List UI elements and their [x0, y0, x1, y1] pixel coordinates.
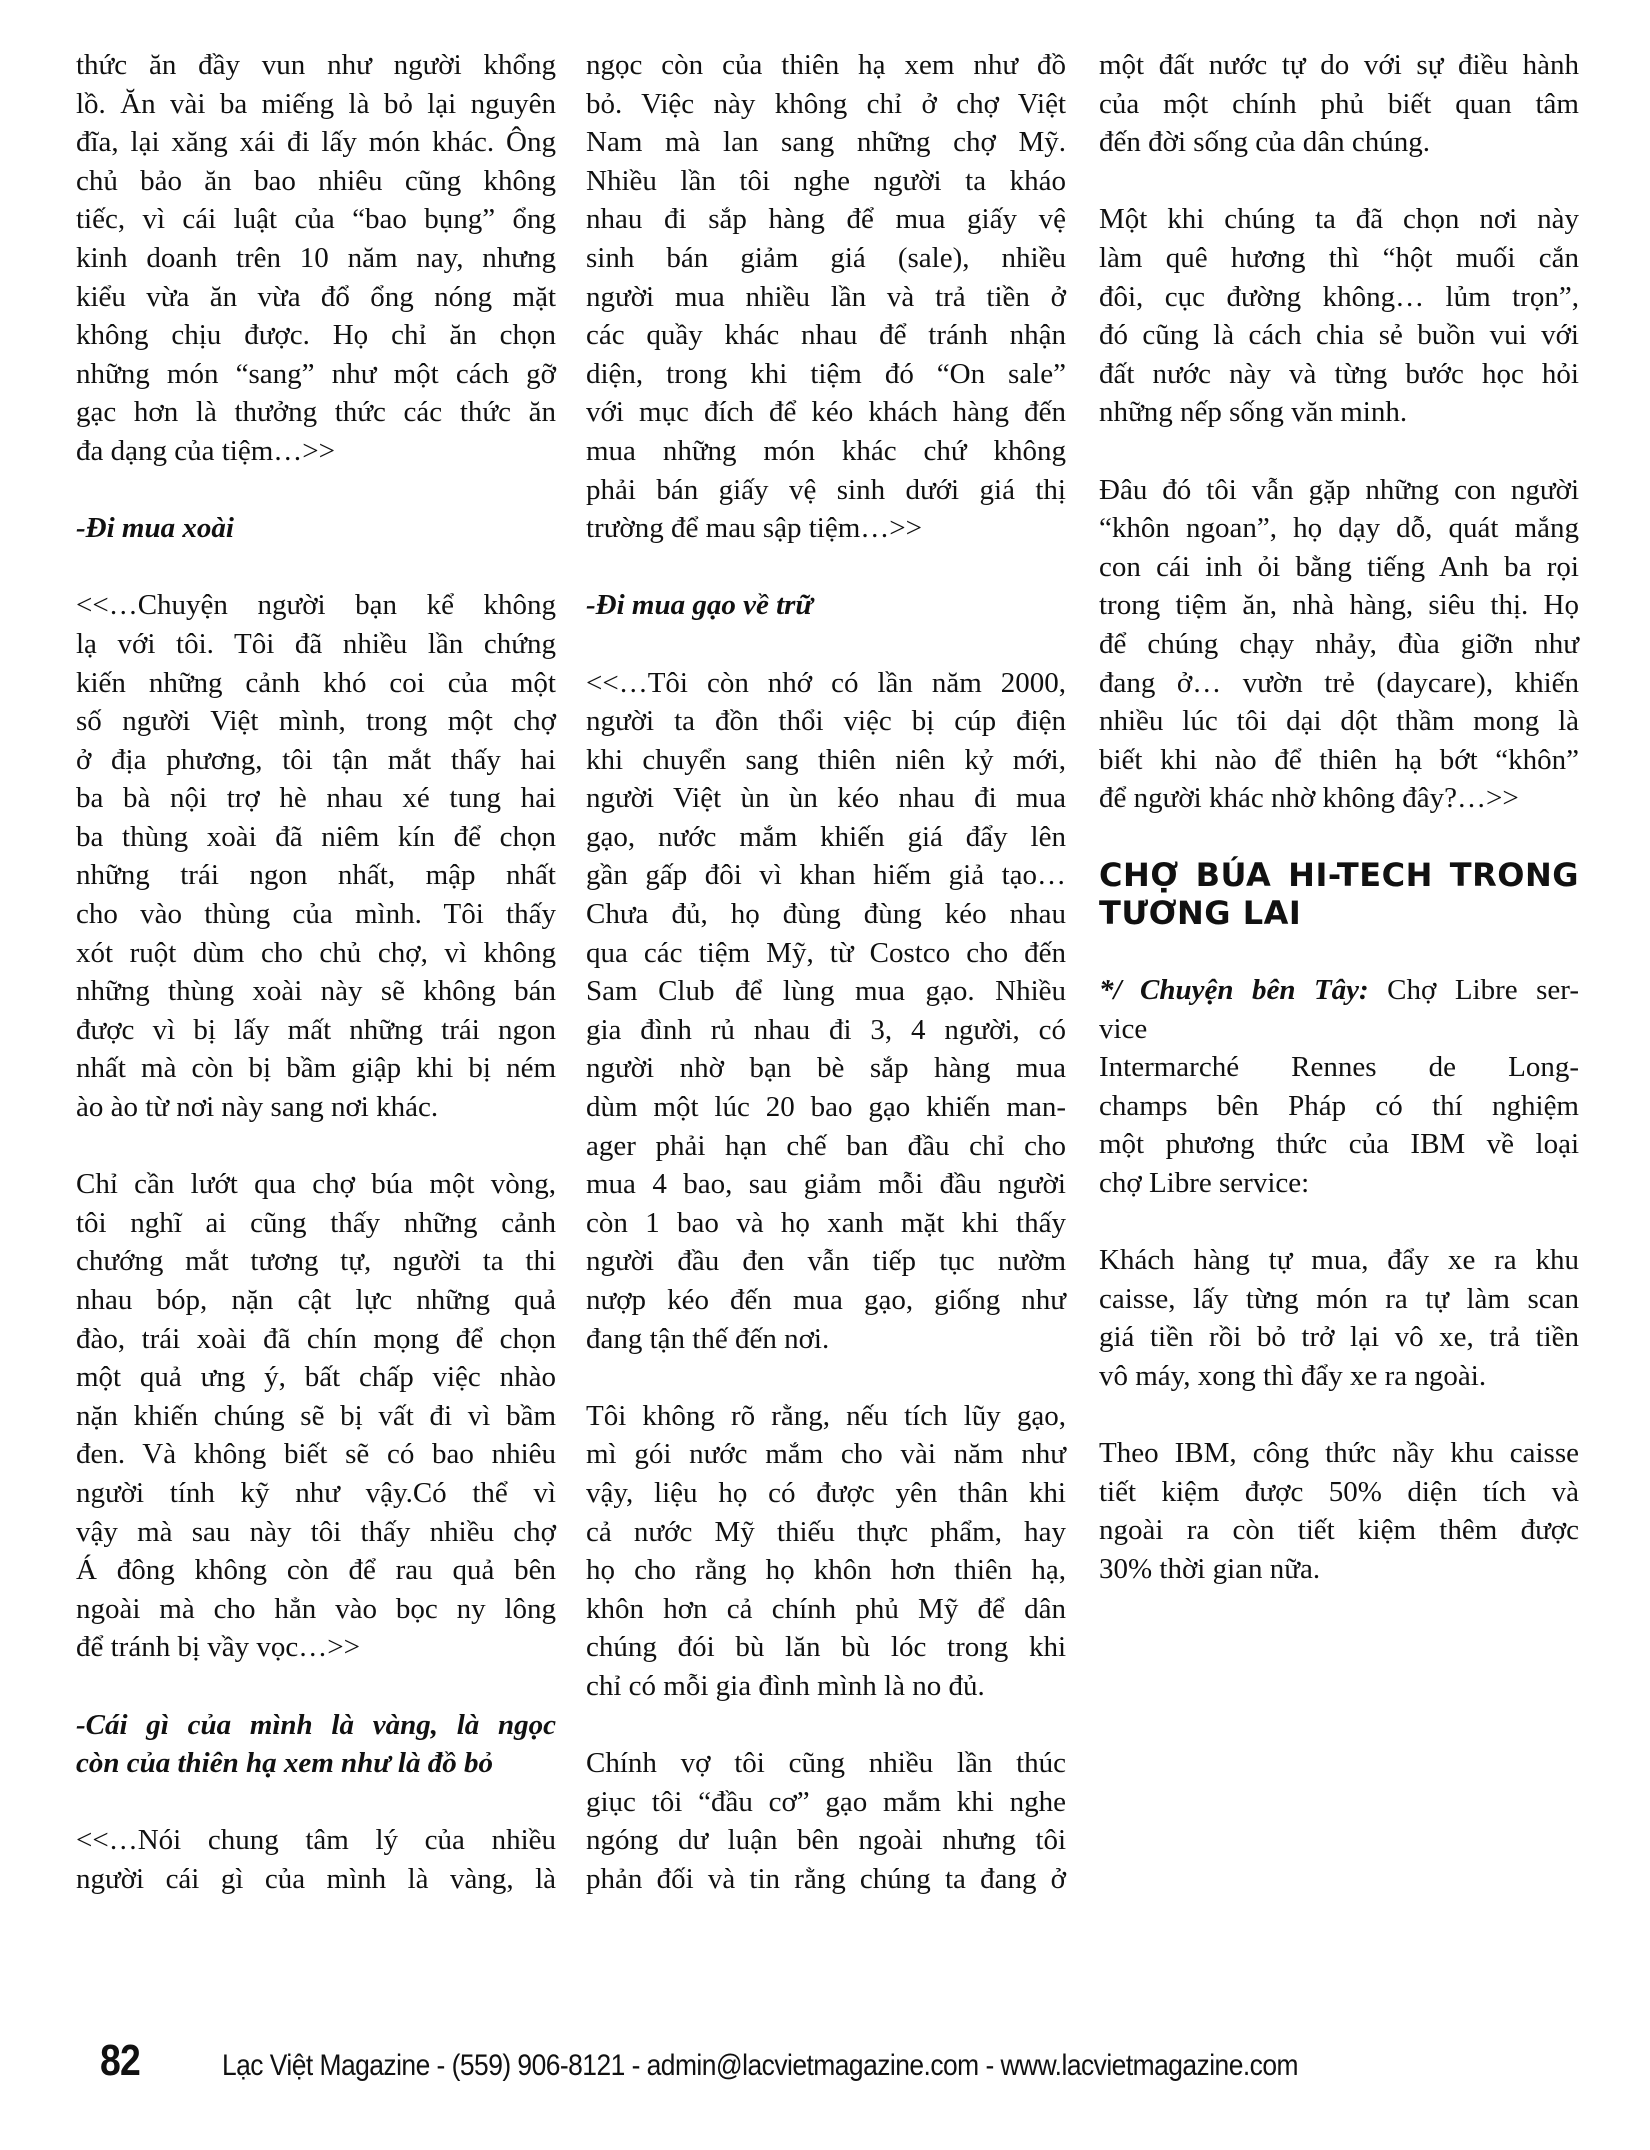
text-line: mua 4 bao, sau giảm mỗi đầu người — [586, 1168, 1066, 1201]
text-line: tôi nghĩ ai cũng thấy những cảnh — [76, 1206, 556, 1239]
text-line: một quả ưng ý, bất chấp việc nhào — [76, 1361, 556, 1394]
text-line: khi chuyển sang thiên niên kỷ mới, — [586, 743, 1066, 776]
text-line: người ta đồn thổi việc bị cúp điện — [586, 705, 1066, 738]
text-line: cho vào thùng của mình. Tôi thấy — [76, 898, 556, 931]
intro-paragraph — [1099, 971, 1579, 1203]
paragraph — [76, 1821, 556, 1898]
text-line: xót ruột dùm cho chủ chợ, vì không — [76, 936, 556, 969]
text-line: chướng mắt tương tự, người ta thi — [76, 1245, 556, 1278]
text-line: cả nước Mỹ thiếu thực phẩm, hay — [586, 1515, 1066, 1548]
text-line: nặn khiến chúng sẽ bị vất đi vì bầm — [76, 1399, 556, 1432]
text-line: vô máy, xong thì đẩy xe ra ngoài. — [1099, 1360, 1487, 1392]
text-line: ở địa phương, tôi tận mắt thấy hai — [76, 743, 556, 776]
paragraph-spacer — [1099, 432, 1579, 471]
text-line: ngọc còn của thiên hạ xem như đồ — [586, 49, 1066, 81]
text-line: Sam Club để lùng mua gạo. Nhiều — [586, 975, 1066, 1008]
text-line: vậy, liệu họ có được yên thân khi — [586, 1476, 1066, 1509]
text-line: người đầu đen vẫn tiếp tục nườm — [586, 1245, 1066, 1278]
text-line: số người Việt mình, trong một chợ — [76, 705, 556, 738]
paragraph — [586, 1397, 1066, 1706]
paragraph — [1099, 1434, 1579, 1588]
text-line: đó cũng là cách chia sẻ buồn vui với — [1099, 319, 1579, 352]
text-line: mì gói nước mắm cho vài năm như — [586, 1438, 1066, 1471]
text-line: qua các tiệm Mỹ, từ Costco cho đến — [586, 936, 1066, 969]
text-line: -Đi mua xoài — [76, 512, 234, 545]
text-line: Á đông không còn để rau quả bên — [76, 1554, 556, 1587]
text-line: người Việt ùn ùn kéo nhau đi mua — [586, 782, 1066, 815]
paragraph — [1099, 46, 1579, 162]
text-line: đang ở… vườn trẻ (daycare), khiến — [1099, 666, 1579, 699]
text-line: người cái gì của mình là vàng, là — [76, 1862, 556, 1895]
paragraph — [76, 1165, 556, 1667]
subsection-heading — [76, 509, 556, 548]
text-line: đất nước này và từng bước học hỏi — [1099, 357, 1579, 390]
lead-label: */ Chuyện bên Tây: — [1099, 974, 1369, 1007]
text-line: được vì bị lấy mất những trái ngon — [76, 1013, 556, 1046]
text-line: gạc hơn là thưởng thức các thức ăn — [76, 396, 556, 429]
text-line: đen. Và không biết sẽ có bao nhiêu — [76, 1438, 556, 1471]
text-line: ào ào từ nơi này sang nơi khác. — [76, 1091, 439, 1124]
text-line: gia đình rủ nhau đi 3, 4 người, có — [586, 1013, 1066, 1046]
text-line: caisse, lấy từng món ra tự làm scan — [1099, 1282, 1579, 1315]
text-line: <<…Chuyện người bạn kể không — [76, 589, 556, 622]
text-line: đa dạng của tiệm…>> — [76, 434, 335, 467]
text-line: trong tiệm ăn, nhà hàng, siêu thị. Họ — [1099, 589, 1579, 622]
text-line: vice — [1099, 1012, 1148, 1045]
text-line: Intermarché Rennes de Long- — [1099, 1051, 1579, 1084]
text-line: phản đối và tin rằng chúng ta đang ở — [586, 1862, 1066, 1895]
text-line: -Đi mua gạo về trữ — [586, 589, 813, 622]
section-heading — [1099, 856, 1579, 932]
text-line: những món “sang” như một cách gỡ — [76, 357, 556, 390]
text-line: Tôi không rõ rằng, nếu tích lũy gạo, — [586, 1399, 1066, 1432]
page-number: 82 — [100, 2036, 140, 2085]
footer-contact: Lạc Việt Magazine - (559) 906-8121 - admin@lacvietmagazine.com - www.lacvietmagazine.com — [222, 2049, 1298, 2082]
text-line: đĩa, lại xăng xái đi lấy món khác. Ông — [76, 126, 556, 159]
text-line: diện, trong khi tiệm đó “On sale” — [586, 357, 1066, 390]
text-line: -Cái gì của mình là vàng, là ngọc — [76, 1708, 556, 1741]
paragraph — [1099, 1241, 1579, 1395]
paragraph-spacer — [76, 471, 556, 510]
text-line: bỏ. Việc này không chỉ ở chợ Việt — [586, 87, 1066, 120]
paragraph — [586, 664, 1066, 1359]
text-line: gần gấp đôi vì khan hiếm giả tạo… — [586, 859, 1066, 892]
paragraph — [586, 46, 1066, 548]
text-line: những nếp sống văn minh. — [1099, 396, 1408, 429]
subsection-heading — [586, 586, 1066, 625]
paragraph-spacer — [586, 1706, 1066, 1745]
text-line: chợ Libre service: — [1099, 1167, 1310, 1200]
text-line: con cái inh ỏi bằng tiếng Anh ba rọi — [1099, 550, 1579, 583]
paragraph-spacer — [586, 1358, 1066, 1397]
paragraph-spacer — [76, 1783, 556, 1822]
paragraph-spacer — [1099, 1396, 1579, 1435]
text-line: Khách hàng tự mua, đẩy xe ra khu — [1099, 1244, 1579, 1277]
lead-text: Chợ Libre ser- — [1368, 974, 1579, 1007]
text-line: người mua nhiều lần và trả tiền ở — [586, 280, 1066, 313]
text-line: chỉ có mỗi gia đình mình là no đủ. — [586, 1669, 985, 1702]
paragraph-spacer — [1099, 162, 1579, 201]
text-line: còn của thiên hạ xem như là đồ bỏ — [76, 1747, 493, 1780]
text-line: trường để mau sập tiệm…>> — [586, 512, 922, 545]
text-line: phải bán giấy vệ sinh dưới giá thị — [586, 473, 1066, 506]
text-line: nhau bóp, nặn cật lực những quả — [76, 1284, 556, 1316]
text-line: 30% thời gian nữa. — [1099, 1552, 1321, 1585]
page-footer — [100, 2036, 1445, 2096]
paragraph-spacer — [76, 1127, 556, 1166]
text-line: <<…Tôi còn nhớ có lần năm 2000, — [586, 666, 1066, 699]
text-line: TƯƠNG LAI — [1099, 894, 1302, 933]
text-line: nượp kéo đến mua gạo, giống như — [586, 1284, 1066, 1316]
text-line: Nhiều lần tôi nghe người ta kháo — [586, 164, 1066, 197]
text-line: những thùng xoài này sẽ không bán — [76, 975, 556, 1008]
text-line: <<…Nói chung tâm lý của nhiều — [76, 1824, 556, 1857]
text-line: Đâu đó tôi vẫn gặp những con người — [1099, 473, 1579, 506]
text-line: lồ. Ăn vài ba miếng là bỏ lại nguyên — [76, 87, 556, 120]
text-line: một phương thức của IBM về loại — [1099, 1128, 1579, 1161]
text-line: champs bên Pháp có thí nghiệm — [1099, 1089, 1579, 1122]
text-line: để chúng chạy nhảy, đùa giỡn như — [1099, 627, 1579, 660]
paragraph-spacer — [1099, 818, 1579, 857]
text-line: nhất mà còn bị bầm giập khi bị ném — [76, 1052, 556, 1085]
text-line: của một chính phủ biết quan tâm — [1099, 87, 1579, 120]
text-line: người tính kỹ như vậy.Có thể vì — [76, 1476, 556, 1509]
text-line: để tránh bị vầy vọc…>> — [76, 1631, 360, 1664]
text-line: giá tiền rồi bỏ trở lại vô xe, trả tiền — [1099, 1321, 1579, 1354]
text-line: tiết kiệm được 50% diện tích và — [1099, 1475, 1579, 1508]
text-line: ngoài ra còn tiết kiệm thêm được — [1099, 1514, 1579, 1547]
paragraph — [76, 586, 556, 1126]
text-line: sinh bán giảm giá (sale), nhiều — [586, 241, 1066, 274]
text-line: gạo, nước mắm khiến giá đẩy lên — [586, 820, 1066, 853]
text-line: mua những món khác chứ không — [586, 434, 1066, 467]
text-line: không chịu được. Họ chỉ ăn chọn — [76, 319, 556, 352]
text-line: kiến những cảnh khó coi của một — [76, 666, 556, 699]
text-line: Chỉ cần lướt qua chợ búa một vòng, — [76, 1168, 556, 1201]
text-line: người nhờ bạn bè sắp hàng mua — [586, 1052, 1066, 1085]
text-line: giục tôi “đầu cơ” gạo mắm khi nghe — [586, 1785, 1066, 1818]
text-line: Chưa đủ, họ đùng đùng kéo nhau — [586, 898, 1066, 931]
text-line: Nam mà lan sang những chợ Mỹ. — [586, 126, 1066, 159]
subsection-heading — [76, 1706, 556, 1783]
paragraph — [1099, 200, 1579, 432]
text-line: những trái ngon nhất, mập nhất — [76, 859, 556, 892]
text-line: chúng đói bù lăn bù lóc trong khi — [586, 1631, 1066, 1664]
text-line: dùm một lúc 20 bao gạo khiến man- — [586, 1091, 1066, 1124]
text-line: thức ăn đầy vun như người khổng — [76, 49, 556, 81]
paragraph — [1099, 471, 1579, 818]
text-line: ba thùng xoài đã niêm kín để chọn — [76, 820, 556, 853]
text-line: Chính vợ tôi cũng nhiều lần thúc — [586, 1747, 1066, 1780]
paragraph-spacer — [586, 548, 1066, 587]
text-line: đôi, cục đường không… lủm trọn”, — [1099, 280, 1579, 313]
column-1 — [76, 46, 556, 1899]
text-line: nhiều lúc tôi dại dột thầm mong là — [1099, 705, 1579, 738]
text-line: đào, trái xoài đã chín mọng để chọn — [76, 1322, 556, 1355]
text-line: vậy mà sau này tôi thấy nhiều chợ — [76, 1515, 556, 1548]
text-line — [1099, 971, 1579, 1010]
text-line: đang tận thế đến nơi. — [586, 1322, 830, 1355]
text-line: CHỢ BÚA HI-TECH TRONG — [1099, 856, 1579, 895]
text-line: ngoài mà cho hẳn vào bọc ny lông — [76, 1592, 556, 1625]
paragraph-spacer — [1099, 932, 1579, 971]
text-line: nhau đi sắp hàng để mua giấy vệ — [586, 203, 1066, 236]
paragraph-spacer — [76, 1667, 556, 1706]
text-line: còn 1 bao và họ xanh mặt khi thấy — [586, 1206, 1066, 1239]
paragraph — [76, 46, 556, 471]
text-line: đến đời sống của dân chúng. — [1099, 126, 1431, 159]
text-line: với mục đích để kéo khách hàng đến — [586, 396, 1066, 429]
text-line: “khôn ngoan”, họ dạy dỗ, quát mắng — [1099, 512, 1579, 545]
column-3 — [1099, 46, 1579, 1589]
text-line: họ cho rằng họ khôn hơn thiên hạ, — [586, 1554, 1066, 1587]
text-line: ngóng dư luận bên ngoài nhưng tôi — [586, 1824, 1066, 1857]
text-line: lạ với tôi. Tôi đã nhiều lần chứng — [76, 627, 556, 660]
text-line: Một khi chúng ta đã chọn nơi này — [1099, 203, 1579, 236]
text-line: tiếc, vì cái luật của “bao bụng” ổng — [76, 203, 556, 236]
text-line: ba bà nội trợ hè nhau xé tung hai — [76, 782, 556, 815]
text-line: làm quê hương thì “hột muối cắn — [1099, 241, 1579, 274]
text-line: Theo IBM, công thức nầy khu caisse — [1099, 1437, 1579, 1470]
paragraph-spacer — [76, 548, 556, 587]
text-line: ager phải hạn chế ban đầu chỉ cho — [586, 1129, 1066, 1162]
text-line: các quầy khác nhau để tránh nhận — [586, 319, 1066, 352]
text-line: một đất nước tự do với sự điều hành — [1099, 49, 1579, 81]
text-line: kiểu vừa ăn vừa đổ ổng nóng mặt — [76, 280, 556, 313]
text-line: chủ bảo ăn bao nhiêu cũng không — [76, 164, 556, 197]
paragraph-spacer — [1099, 1203, 1579, 1242]
text-line: khôn hơn cả chính phủ Mỹ để dân — [586, 1592, 1066, 1625]
paragraph — [586, 1744, 1066, 1898]
text-line: để người khác nhờ không đây?…>> — [1099, 782, 1519, 815]
paragraph-spacer — [586, 625, 1066, 664]
text-line: kinh doanh trên 10 năm nay, nhưng — [76, 241, 556, 274]
column-2 — [586, 46, 1066, 1899]
text-line: biết khi nào để thiên hạ bớt “khôn” — [1099, 743, 1579, 776]
